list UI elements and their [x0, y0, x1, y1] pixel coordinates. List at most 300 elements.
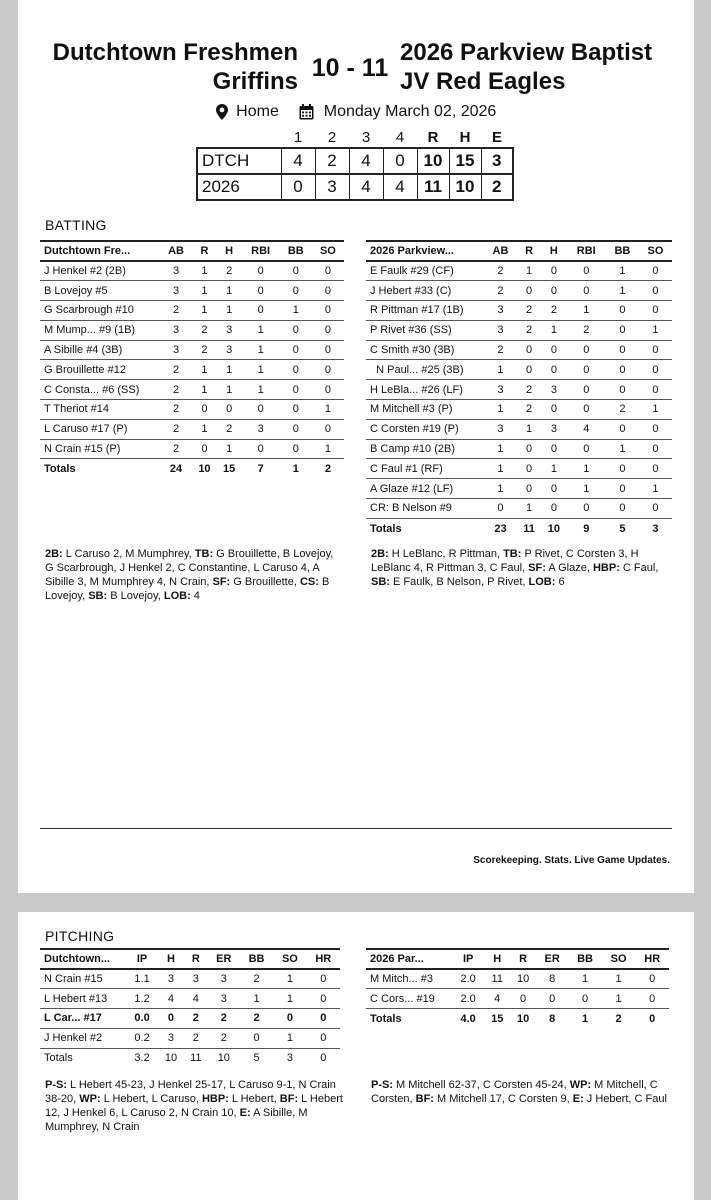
stat-cell: 0 — [567, 400, 606, 420]
player-name: B Camp #10 (2B) — [366, 439, 484, 459]
stat-header: ER — [208, 949, 240, 969]
stat-header: R — [517, 241, 541, 261]
stat-cell: 1 — [541, 459, 566, 479]
stat-cell: 0 — [568, 989, 602, 1009]
home-pitching-table — [40, 948, 340, 1068]
home-pitching-notes — [45, 1078, 345, 1134]
table-row — [40, 360, 344, 380]
stat-cell: 8 — [536, 969, 568, 989]
stat-cell: 0 — [192, 400, 217, 420]
stat-cell: 1 — [606, 439, 639, 459]
totals-cell: 3 — [652, 522, 659, 535]
calendar-icon — [299, 103, 314, 121]
note-label: HBP: — [201, 1093, 229, 1105]
totals-cell: 1 — [292, 463, 299, 476]
table-row — [40, 261, 344, 281]
stat-cell: 2 — [484, 281, 517, 301]
stat-cell: 0.2 — [126, 1028, 158, 1048]
stat-cell: 3 — [484, 301, 517, 321]
note-text: L Hebert 45-23, J Henkel 25-17, L Caruso 9-1, N Crain 38-20, — [45, 1079, 336, 1105]
stat-cell: 1.1 — [126, 969, 158, 989]
stat-cell: 3 — [160, 340, 192, 360]
stat-cell: 0 — [541, 261, 566, 281]
inning-score: 4 — [281, 148, 315, 174]
stat-cell: 1 — [273, 989, 306, 1009]
tagline: Scorekeeping. Stats. Live Game Updates. — [473, 855, 670, 866]
note-text: H LeBlanc, R Pittman, — [388, 548, 504, 560]
stat-cell: 1 — [567, 459, 606, 479]
stat-cell: 1 — [484, 459, 517, 479]
totals-cell: 10 — [516, 1012, 530, 1025]
page-divider — [40, 828, 672, 829]
stat-header: R — [192, 241, 217, 261]
stat-cell: 2 — [160, 419, 192, 439]
totals-cell: 5 — [619, 522, 626, 535]
stat-cell: 0.0 — [126, 1009, 158, 1029]
note-label: SF: — [212, 576, 231, 588]
table-header — [40, 949, 340, 969]
stat-cell: 1 — [242, 320, 280, 340]
stat-cell: 0 — [280, 281, 312, 301]
stat-cell: 3 — [541, 419, 566, 439]
inning-score: 0 — [281, 174, 315, 200]
stat-header: R — [184, 949, 208, 969]
stat-cell: 0 — [517, 479, 541, 499]
errors-header: E — [491, 129, 502, 146]
stat-cell: 1 — [484, 479, 517, 499]
note-label: SB: — [371, 576, 390, 588]
stat-cell: 0 — [567, 261, 606, 281]
totals-cell: 10 — [198, 463, 211, 476]
stat-cell: 1 — [312, 439, 344, 459]
player-name: M Mitchell #3 (P) — [366, 400, 484, 420]
stat-header: H — [158, 949, 184, 969]
totals-label: Totals — [370, 522, 402, 535]
player-name: M Mitch... #3 — [366, 969, 452, 989]
stat-cell: 1 — [273, 969, 306, 989]
stat-cell: 1 — [217, 301, 242, 321]
stat-cell: 2 — [160, 400, 192, 420]
team-header: 2026 Parkview... — [366, 241, 484, 261]
stat-cell: 2 — [240, 969, 273, 989]
stat-cell: 3 — [484, 419, 517, 439]
table-row — [40, 1028, 340, 1048]
stat-cell: 2 — [184, 1009, 208, 1029]
totals-cell: 24 — [169, 463, 183, 476]
totals-label: Totals — [370, 1012, 402, 1025]
stat-cell: 0 — [639, 499, 672, 519]
stat-cell: 1 — [217, 380, 242, 400]
stat-cell: 2.0 — [452, 989, 484, 1009]
stat-cell: 0 — [242, 439, 280, 459]
batting-section-title: BATTING — [45, 217, 107, 233]
home-team-line1: Dutchtown Freshmen — [52, 39, 298, 66]
stat-cell: 0 — [510, 989, 536, 1009]
stat-cell: 2 — [160, 380, 192, 400]
linescore-e: 3 — [481, 148, 513, 174]
stat-cell: 10 — [510, 969, 536, 989]
stat-cell: 1 — [567, 479, 606, 499]
stat-cell: 0 — [541, 340, 566, 360]
stat-cell: 0 — [541, 479, 566, 499]
note-text: 6 — [555, 576, 565, 588]
stat-header: ER — [536, 949, 568, 969]
stat-header: SO — [602, 949, 636, 969]
stat-cell: 0 — [280, 340, 312, 360]
stat-cell: 3 — [158, 969, 184, 989]
note-label: SF: — [528, 562, 546, 574]
player-name: C Cors... #19 — [366, 989, 452, 1009]
stat-cell: 0 — [312, 360, 344, 380]
table-row — [366, 439, 672, 459]
stat-cell: 1 — [192, 419, 217, 439]
inning-3-header: 3 — [361, 129, 371, 146]
away-team-name — [400, 38, 670, 96]
player-name: T Theriot #14 — [40, 400, 160, 420]
totals-cell: 3 — [286, 1052, 293, 1065]
stat-cell: 1 — [192, 380, 217, 400]
stat-cell: 1 — [568, 969, 602, 989]
totals-cell: 10 — [217, 1052, 230, 1065]
table-row — [40, 320, 344, 340]
stat-cell: 0 — [639, 261, 672, 281]
note-text: L Hebert, — [228, 1093, 280, 1105]
stat-cell: 0 — [606, 499, 639, 519]
stat-header: BB — [606, 241, 639, 261]
player-name: L Hebert #13 — [40, 989, 126, 1009]
totals-cell: 8 — [549, 1012, 556, 1025]
note-label: 2B: — [45, 548, 63, 560]
note-label: WP: — [569, 1079, 592, 1091]
player-name: C Faul #1 (RF) — [366, 459, 484, 479]
stat-cell: 0 — [639, 439, 672, 459]
note-label: BF: — [279, 1093, 299, 1105]
stat-cell: 0 — [307, 969, 340, 989]
stat-cell: 1 — [242, 360, 280, 380]
note-label: HBP: — [592, 562, 620, 574]
note-text: G Brouillette, B Lovejoy, G Scarbrough, J Henkel 2, C Constantine, L Caruso 4, A Sibille 3, M Mumphrey 4, N Crain, — [45, 548, 334, 588]
stat-cell: 0 — [567, 499, 606, 519]
stat-cell: 0 — [606, 340, 639, 360]
stat-cell: 0 — [606, 419, 639, 439]
hits-header: H — [459, 129, 471, 146]
totals-cell: 1 — [581, 1012, 589, 1025]
stat-cell: 0 — [312, 261, 344, 281]
stat-cell: 1 — [517, 499, 541, 519]
totals-label: Totals — [44, 1052, 73, 1065]
stat-cell: 0 — [517, 439, 541, 459]
game-header — [18, 38, 694, 98]
table-row — [40, 1009, 340, 1029]
stat-cell: 0 — [606, 360, 639, 380]
totals-cell: 10 — [547, 522, 560, 535]
stat-cell: 0 — [312, 419, 344, 439]
stat-cell: 0 — [517, 281, 541, 301]
stat-cell: 1 — [192, 360, 217, 380]
stat-cell: 2 — [192, 320, 217, 340]
linescore-h: 15 — [449, 148, 481, 174]
linescore-r: 11 — [417, 174, 449, 200]
stat-header: AB — [484, 241, 517, 261]
home-team-line2: Griffins — [212, 68, 298, 95]
stat-header: HR — [635, 949, 669, 969]
team-header: 2026 Par... — [366, 949, 452, 969]
box-score-page-1 — [18, 0, 694, 893]
stat-cell: 0 — [567, 380, 606, 400]
stat-cell: 3 — [217, 320, 242, 340]
stat-cell: 0 — [639, 301, 672, 321]
stat-cell: 3 — [541, 380, 566, 400]
stat-cell: 2 — [184, 1028, 208, 1048]
inning-score: 0 — [383, 148, 417, 174]
table-header — [366, 949, 669, 969]
stat-cell: 3 — [242, 419, 280, 439]
stat-cell: 1 — [484, 439, 517, 459]
stat-cell: 1 — [517, 419, 541, 439]
note-label: TB: — [503, 548, 522, 560]
stat-cell: 2 — [517, 400, 541, 420]
stat-cell: 2 — [217, 261, 242, 281]
stat-cell: 1 — [517, 261, 541, 281]
stat-header: SO — [312, 241, 344, 261]
stat-cell: 1 — [312, 400, 344, 420]
player-name: C Consta... #6 (SS) — [40, 380, 160, 400]
stat-cell: 0 — [517, 459, 541, 479]
note-text: G Brouillette, — [230, 576, 300, 588]
stat-cell: 1.2 — [126, 989, 158, 1009]
player-name: J Hebert #33 (C) — [366, 281, 484, 301]
stat-cell: 0 — [567, 281, 606, 301]
totals-cell: 0 — [320, 1052, 327, 1065]
totals-row — [366, 518, 672, 538]
stat-cell: 3 — [160, 281, 192, 301]
player-name: CR: B Nelson #9 — [366, 499, 484, 519]
inning-score: 2 — [315, 148, 349, 174]
stat-cell: 0 — [541, 439, 566, 459]
stat-cell: 0 — [280, 439, 312, 459]
linescore-team: 2026 — [197, 174, 281, 200]
stat-header: IP — [126, 949, 158, 969]
note-text: B Lovejoy, — [107, 590, 164, 602]
stat-cell: 3 — [484, 320, 517, 340]
stat-cell: 1 — [639, 320, 672, 340]
stat-cell: 0 — [158, 1009, 184, 1029]
stat-cell: 0 — [242, 400, 280, 420]
stat-cell: 0 — [312, 320, 344, 340]
stat-cell: 2 — [606, 400, 639, 420]
totals-label: Totals — [44, 463, 76, 476]
stat-cell: 0 — [606, 380, 639, 400]
stat-cell: 1 — [192, 281, 217, 301]
stat-cell: 2 — [208, 1028, 240, 1048]
stat-cell: 1 — [606, 261, 639, 281]
stat-header: H — [541, 241, 566, 261]
player-name: P Rivet #36 (SS) — [366, 320, 484, 340]
stat-cell: 2 — [192, 340, 217, 360]
totals-cell: 15 — [491, 1012, 504, 1025]
stat-header: AB — [160, 241, 192, 261]
totals-cell: 0 — [649, 1012, 656, 1025]
note-text: B Lovejoy, — [45, 576, 330, 602]
table-row — [366, 380, 672, 400]
stat-cell: 11 — [484, 969, 510, 989]
note-text: J Hebert, C Faul — [583, 1093, 667, 1105]
stat-cell: 0 — [606, 479, 639, 499]
inning-score: 3 — [315, 174, 349, 200]
final-score: 10 - 11 — [311, 54, 389, 82]
totals-cell: 9 — [583, 522, 590, 535]
stat-header: H — [484, 949, 510, 969]
stat-cell: 1 — [541, 320, 566, 340]
note-text: A Glaze, — [545, 562, 593, 574]
home-team-name — [48, 38, 298, 96]
stat-cell: 0 — [635, 969, 669, 989]
totals-cell: 4.0 — [460, 1012, 476, 1025]
player-name: G Brouillette #12 — [40, 360, 160, 380]
table-row — [40, 439, 344, 459]
player-name: L Car... #17 — [40, 1009, 126, 1029]
stat-cell: 0 — [307, 989, 340, 1009]
note-label: LOB: — [528, 576, 556, 588]
table-row — [366, 400, 672, 420]
stat-header: H — [217, 241, 242, 261]
totals-cell: 2 — [615, 1012, 622, 1025]
table-row — [366, 989, 669, 1009]
linescore-row — [197, 148, 513, 174]
stat-cell: 0 — [273, 1009, 306, 1029]
stat-cell: 3 — [160, 320, 192, 340]
away-batting-notes — [371, 547, 671, 589]
stat-header: HR — [307, 949, 340, 969]
table-row — [366, 261, 672, 281]
table-row — [40, 969, 340, 989]
stat-cell: 3 — [217, 340, 242, 360]
note-text: C Faul, — [619, 562, 659, 574]
totals-row — [40, 1048, 340, 1068]
stat-cell: 0 — [541, 281, 566, 301]
stat-cell: 1 — [242, 340, 280, 360]
note-text: E Faulk, B Nelson, P Rivet, — [389, 576, 529, 588]
totals-cell: 5 — [253, 1052, 260, 1065]
stat-cell: 0 — [280, 261, 312, 281]
note-text: P Rivet, C Corsten 3, H LeBlanc 4, R Pittman 3, C Faul, — [371, 548, 639, 574]
totals-cell: 23 — [494, 522, 507, 535]
box-score-page-2 — [18, 912, 694, 1200]
stat-cell: 0 — [242, 281, 280, 301]
table-row — [40, 400, 344, 420]
note-label: TB: — [194, 548, 214, 560]
stat-cell: 0 — [307, 1028, 340, 1048]
stat-cell: 2 — [517, 301, 541, 321]
stat-cell: 3 — [160, 261, 192, 281]
game-date: Monday March 02, 2026 — [323, 103, 497, 120]
runs-header: R — [427, 129, 439, 146]
stat-cell: 0 — [635, 989, 669, 1009]
table-header — [366, 241, 672, 261]
player-name: M Mump... #9 (1B) — [40, 320, 160, 340]
game-meta — [18, 103, 694, 121]
table-row — [40, 281, 344, 301]
stat-cell: 0 — [280, 419, 312, 439]
stat-cell: 2 — [160, 360, 192, 380]
player-name: A Glaze #12 (LF) — [366, 479, 484, 499]
inning-score: 4 — [349, 174, 383, 200]
stat-cell: 0 — [517, 340, 541, 360]
stat-cell: 1 — [639, 479, 672, 499]
table-row — [40, 340, 344, 360]
linescore-header — [197, 128, 513, 148]
totals-cell: 15 — [223, 463, 236, 476]
pitching-section-title: PITCHING — [45, 928, 115, 944]
stat-header: RBI — [242, 241, 280, 261]
stat-cell: 1 — [606, 281, 639, 301]
inning-4-header: 4 — [395, 129, 405, 146]
player-name: N Paul... #25 (3B) — [366, 360, 484, 380]
stat-cell: 0 — [312, 301, 344, 321]
stat-cell: 0 — [639, 360, 672, 380]
stat-cell: 0 — [312, 340, 344, 360]
player-name: A Sibille #4 (3B) — [40, 340, 160, 360]
stat-cell: 1 — [639, 400, 672, 420]
away-pitching-notes — [371, 1078, 671, 1106]
note-text: L Caruso 2, M Mumphrey, — [62, 548, 195, 560]
stat-cell: 3 — [208, 989, 240, 1009]
player-name: E Faulk #29 (CF) — [366, 261, 484, 281]
linescore-table — [196, 128, 514, 201]
note-label: BF: — [415, 1093, 434, 1105]
stat-cell: 0 — [192, 439, 217, 459]
stat-cell: 0 — [541, 499, 566, 519]
stat-cell: 0 — [517, 360, 541, 380]
stat-cell: 0 — [567, 340, 606, 360]
inning-2-header: 2 — [327, 129, 337, 146]
stat-cell: 0 — [242, 261, 280, 281]
table-row — [366, 459, 672, 479]
stat-cell: 0 — [312, 281, 344, 301]
table-row — [366, 301, 672, 321]
stat-header: R — [510, 949, 536, 969]
stat-cell: 0 — [606, 301, 639, 321]
stat-cell: 0 — [240, 1028, 273, 1048]
away-team-line2: JV Red Eagles — [400, 68, 566, 95]
player-name: N Crain #15 — [40, 969, 126, 989]
stat-cell: 1 — [484, 400, 517, 420]
note-text: M Mitchell 17, C Corsten 9, — [433, 1093, 573, 1105]
inning-score: 4 — [349, 148, 383, 174]
note-text: A Sibille, M Mumphrey, N Crain — [45, 1107, 308, 1133]
totals-cell: 7 — [257, 463, 264, 476]
stat-cell: 2 — [517, 380, 541, 400]
linescore-row — [197, 174, 513, 200]
player-name: J Henkel #2 — [40, 1028, 126, 1048]
away-pitching-table — [366, 948, 669, 1028]
stat-cell: 1 — [602, 969, 636, 989]
totals-row — [40, 459, 344, 479]
location-pin-icon — [216, 103, 228, 121]
stat-cell: 2 — [484, 261, 517, 281]
totals-row — [366, 1009, 669, 1029]
stat-cell: 2 — [567, 320, 606, 340]
inning-score: 4 — [383, 174, 417, 200]
note-label: E: — [239, 1107, 251, 1119]
totals-cell: 3.2 — [134, 1052, 150, 1065]
player-name: C Smith #30 (3B) — [366, 340, 484, 360]
away-team-line1: 2026 Parkview Baptist — [400, 39, 653, 66]
note-text: L Hebert 12, J Henkel 6, L Caruso 2, N Crain 10, — [45, 1093, 343, 1119]
stat-cell: 2 — [217, 419, 242, 439]
player-name: L Caruso #17 (P) — [40, 419, 160, 439]
stat-cell: 1 — [240, 989, 273, 1009]
